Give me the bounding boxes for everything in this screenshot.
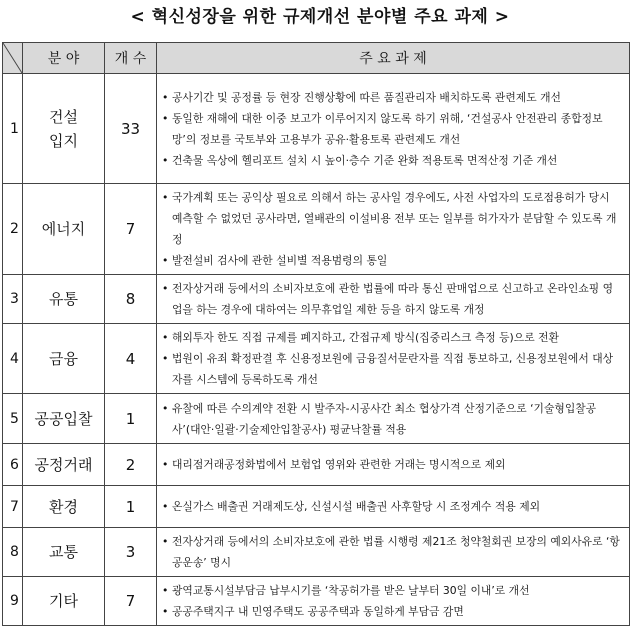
task-item [162,348,623,390]
task-item [162,601,623,622]
task-count: 4 [105,324,157,394]
field-cell [23,184,105,275]
task-text: 공사기간 및 공정률 등 현장 진행상황에 따른 품질관리자 배치하도록 관련제도 개선 [172,90,561,104]
tasks-cell [157,184,630,275]
tasks-cell [157,324,630,394]
table-row [3,394,630,444]
field-name: 교통 [49,543,78,561]
task-text: 대리점거래공정화법에서 보험업 영위와 관련한 거래는 명시적으로 제외 [172,458,506,471]
field-name: 입지 [49,131,78,150]
field-cell [23,528,105,577]
bullet-icon: • [162,535,169,548]
table-row [3,486,630,528]
reform-tasks-table [2,42,630,626]
row-number: 7 [3,486,23,528]
table-row [3,528,630,577]
tasks-cell [157,74,630,184]
tasks-cell [157,394,630,444]
header-count: 개 수 [105,43,157,74]
bullet-icon: • [162,401,169,415]
bullet-icon: • [162,331,169,344]
field-cell [23,486,105,528]
task-count: 7 [105,577,157,626]
row-number: 8 [3,528,23,577]
row-number: 4 [3,324,23,394]
bullet-icon: • [162,282,169,295]
task-count: 1 [105,394,157,444]
task-item [162,531,623,573]
field-name: 유통 [49,290,78,308]
task-item [162,278,623,320]
task-text: 유찰에 따른 수의계약 전환 시 발주자-시공사간 최소 협상가격 산정기준으로 ‘기술형입찰공사’(대안·일괄·기술제안입찰공사) 평균낙찰률 적용 [172,401,597,436]
tasks-cell [157,577,630,626]
task-item [162,398,623,440]
table-row [3,275,630,324]
bullet-icon: • [162,90,169,104]
task-item [162,580,623,601]
bullet-icon: • [162,153,169,167]
table-row [3,577,630,626]
row-number: 6 [3,444,23,486]
row-number: 9 [3,577,23,626]
field-name: 공공입찰 [34,409,93,428]
task-text: 발전설비 검사에 관한 설비별 적용범령의 통일 [172,254,388,267]
task-count: 33 [105,74,157,184]
tasks-cell [157,486,630,528]
field-name: 공정거래 [34,455,93,474]
row-number: 2 [3,184,23,275]
bullet-icon: • [162,191,169,204]
tasks-cell [157,444,630,486]
task-item [162,108,623,150]
task-text: 전자상거래 등에서의 소비자보호에 관한 법률 시행령 제21조 청약철회권 보장의 예외사유로 ‘항공운송’ 명시 [172,535,620,569]
table-row [3,74,630,184]
task-text: 법원이 유죄 확정판결 후 신용정보원에 금융질서문란자를 직접 통보하고, 신용정보원에서 대상자를 시스템에 등록하도록 개선 [172,352,614,386]
task-text: 온실가스 배출권 거래제도상, 신설시설 배출권 사후할당 시 조정계수 적용 제외 [172,500,541,513]
bullet-icon: • [162,458,169,471]
task-item [162,87,623,108]
task-item [162,187,623,250]
field-cell [23,324,105,394]
row-number: 5 [3,394,23,444]
task-item [162,454,623,475]
table-body [3,74,630,626]
task-text: 전자상거래 등에서의 소비자보호에 관한 법률에 따라 통신 판매업으로 신고하고 온라인쇼핑 영업을 하는 경우에 대하여는 의무휴업일 제한 등을 하지 않도록 개정 [172,282,614,316]
diagonal-line [3,43,22,73]
task-text: 해외투자 한도 직접 규제를 폐지하고, 간접규제 방식(집중리스크 측정 등)으로 전환 [172,331,559,344]
bullet-icon: • [162,254,169,267]
task-item [162,496,623,517]
row-number: 3 [3,275,23,324]
task-text: 건축물 옥상에 헬리포트 설치 시 높이·층수 기준 완화 적용토록 면적산정 기준 개선 [172,153,558,167]
bullet-icon: • [162,605,169,618]
field-name: 금융 [49,349,78,368]
field-cell [23,275,105,324]
header-tasks: 주 요 과 제 [157,43,630,74]
task-item [162,327,623,348]
bullet-icon: • [162,352,169,365]
bullet-icon: • [162,500,169,513]
task-count: 1 [105,486,157,528]
field-name: 환경 [49,497,78,516]
task-text: 국가계획 또는 공익상 필요로 의해서 하는 공사일 경우에도, 사전 사업자의 도로점용허가 당시 예측할 수 없었던 공사라면, 열배관의 이설비용 전부 또는 일부를 허가자가 분담할 수 있도록 개정 [172,191,617,246]
table-row [3,184,630,275]
tasks-cell [157,275,630,324]
header-corner-cell [3,43,23,74]
tasks-cell [157,528,630,577]
field-cell [23,577,105,626]
field-name: 건설 [49,107,78,126]
table-row [3,324,630,394]
header-field: 분 야 [23,43,105,74]
task-item [162,150,623,171]
field-cell [23,74,105,184]
task-count: 7 [105,184,157,275]
field-cell [23,394,105,444]
task-count: 3 [105,528,157,577]
task-text: 동일한 재해에 대한 이중 보고가 이루어지지 않도록 하기 위해, ‘건설공사 안전관리 종합정보망’의 정보를 국토부와 고용부가 공유·활용토록 관련제도 개선 [172,111,603,146]
field-cell [23,444,105,486]
bullet-icon: • [162,111,169,125]
task-item [162,250,623,271]
field-name: 기타 [49,592,78,610]
table-row [3,444,630,486]
field-name: 에너지 [41,220,86,238]
bullet-icon: • [162,584,169,597]
row-number: 1 [3,74,23,184]
task-count: 2 [105,444,157,486]
task-text: 광역교통시설부담금 납부시기를 ‘착공허가를 받은 날부터 30일 이내’로 개선 [172,584,530,597]
task-text: 공공주택지구 내 민영주택도 공공주택과 동일하게 부담금 감면 [172,605,464,618]
table-header-row [3,43,630,74]
task-count: 8 [105,275,157,324]
page-title: < 혁신성장을 위한 규제개선 분야별 주요 과제 > [130,7,510,27]
